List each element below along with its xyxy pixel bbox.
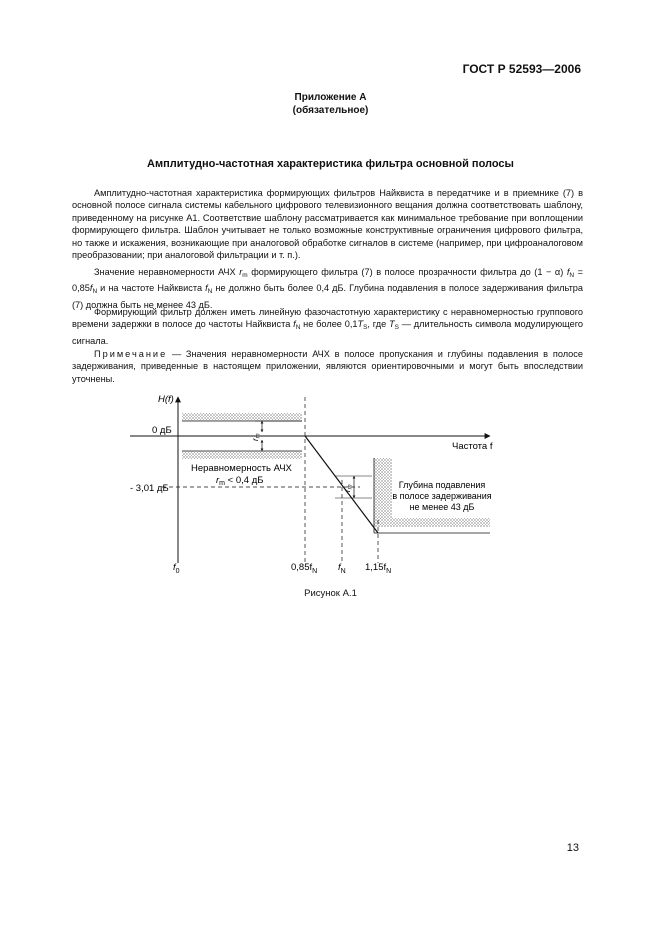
lower-tolerance-band xyxy=(182,451,302,459)
p2-part-3: = 0,85 xyxy=(72,267,584,294)
note-text xyxy=(72,348,583,385)
p3-symbol-t2: T xyxy=(389,319,395,330)
p2-sub-m: m xyxy=(242,272,248,279)
p3-symbol-t1: T xyxy=(357,319,364,330)
stopband-vertical-band xyxy=(374,458,392,518)
p2-sub-n3: N xyxy=(207,288,213,296)
p2-symbol-f3: f xyxy=(205,283,208,294)
rolloff-line xyxy=(305,436,378,533)
stopband-label-1: Глубина подавления xyxy=(398,480,486,490)
p2-sub-n2: N xyxy=(92,288,98,296)
upper-tolerance-band xyxy=(182,413,302,421)
tick-fn-f: f xyxy=(338,562,341,573)
paragraph-2-text xyxy=(72,266,583,311)
figure-caption: Рисунок А.1 xyxy=(304,588,357,599)
tick-085fn-text: 0,85f xyxy=(291,562,313,573)
tick-085fn-sub: N xyxy=(312,568,318,575)
p3-symbol-f: f xyxy=(293,319,296,330)
tick-115fn-sub: N xyxy=(386,568,392,575)
tick-115fn-text: 1,15f xyxy=(365,562,387,573)
rm-label-top xyxy=(251,433,262,441)
p2-sub-n1: N xyxy=(569,272,575,279)
x-axis-label: Частота f xyxy=(452,441,493,452)
rm-label-top-sub: m xyxy=(255,433,262,439)
level-3db-label: - 3,01 дБ xyxy=(130,483,169,494)
tick-f0-f: f xyxy=(173,562,176,573)
p2-part-4: и на частоте Найквиста xyxy=(97,283,206,294)
p3-part-2: не более 0,1 xyxy=(300,319,358,330)
p2-symbol-r: r xyxy=(239,267,243,277)
paragraph-1 xyxy=(72,187,583,261)
paragraph-3 xyxy=(72,306,583,347)
section-title: Амплитудно-частотная характеристика фильтра основной полосы xyxy=(147,158,514,170)
tick-f0-sub: 0 xyxy=(175,568,180,575)
appendix-title: Приложение А xyxy=(294,92,367,103)
level-0db-label: 0 дБ xyxy=(152,425,172,436)
ripple-label: Неравномерность АЧХ xyxy=(191,463,292,474)
p3-part-4: — длительность символа модулирующего сигнала. xyxy=(72,319,584,346)
stopband-label-3: не менее 43 дБ xyxy=(409,502,475,512)
rm-label-3db-sub: m xyxy=(347,484,354,490)
p2-part-2: формирующего фильтра (7) в полосе прозрачности фильтра до (1 − α) xyxy=(247,267,567,277)
paragraph-3-text xyxy=(72,306,583,347)
stopband-label-2: в полосе задерживания xyxy=(392,491,492,501)
ripple-r: r xyxy=(216,475,220,486)
y-axis-label: H(f) xyxy=(158,394,174,405)
p3-part-1: Формирующий фильтр должен иметь линейную фазочастотную характеристику с неравномерностью группового времени задержки в полосе до частоты Найквиста xyxy=(72,307,583,330)
note-label: Примечание xyxy=(94,349,168,359)
rm-label-3db-r: r xyxy=(343,489,352,492)
tick-fn-sub: N xyxy=(340,568,346,575)
stopband-horizontal-band xyxy=(374,518,490,527)
paragraph-2 xyxy=(72,266,583,311)
p3-sub-n: N xyxy=(295,324,301,332)
ripple-value xyxy=(216,475,263,487)
note-body: — Значения неравномерности АЧХ в полосе пропускания и глубины подавления в полосе задерживания, приведенные в настоящем приложении, являются ориентировочными и могут быть впоследствии уточнены. xyxy=(72,349,583,384)
document-code: ГОСТ Р 52593—2006 xyxy=(462,62,581,76)
p2-part-1: Значение неравномерности АЧХ xyxy=(94,267,240,277)
paragraph-1-text: Амплитудно-частотная характеристика формирующих фильтров Найквиста в передатчике и в приемнике (7) в основной полосе сигнала системы кабельного цифрового телевизионного вещания должна соответствовать шаблону, приведенному на рисунке А1. Соответствие шаблону рассматривается как минимальное требование при воплощении формирующего фильтра. Шаблон учитывает не только возможные конструктивные ограничения цифрового фильтра, но также и искажения, возникающие при аналоговой обработке сигналов в системе (например, при цифроаналоговом преобразовании; при аналоговой фильтрации и т. п.). xyxy=(72,188,583,261)
ripple-limit: < 0,4 дБ xyxy=(225,475,264,486)
note xyxy=(72,348,583,385)
p2-symbol-f2: f xyxy=(89,283,93,294)
p2-symbol-f1: f xyxy=(566,267,570,277)
rm-label-top-r: r xyxy=(251,438,260,441)
tick-fn xyxy=(338,562,346,575)
tick-f0 xyxy=(173,562,180,575)
p3-part-3: , где xyxy=(367,319,389,330)
tick-115fn xyxy=(365,562,391,575)
page-number: 13 xyxy=(566,842,579,854)
p3-sub-s2: S xyxy=(394,324,399,332)
p3-sub-s1: S xyxy=(363,324,368,332)
tick-085fn xyxy=(291,562,317,575)
ripple-m-sub: m xyxy=(219,480,226,487)
appendix-type: (обязательное) xyxy=(292,105,369,116)
filter-template-figure xyxy=(0,385,661,585)
p2-part-5: не должно быть более 0,4 дБ. Глубина подавления в полосе задерживания фильтра (7) должна быть не менее 43 дБ. xyxy=(72,283,583,310)
